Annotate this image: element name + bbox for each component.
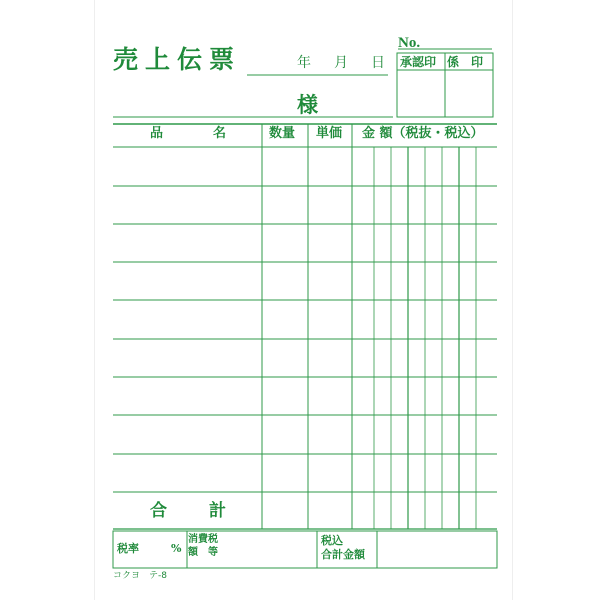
form-title: 売上伝票 [113, 45, 242, 74]
manufacturer-code: コクヨ テ-8 [113, 571, 167, 581]
date-year-label: 年 [297, 55, 311, 71]
consumption-tax-label-line1: 消費税 [188, 534, 218, 545]
column-item-name-part1: 品 [150, 126, 164, 141]
consumption-tax-label-line2: 額 等 [188, 547, 218, 558]
tax-rate-label: 税率 [117, 542, 139, 555]
staff-seal-label: 係 印 [447, 55, 484, 69]
total-label-part2: 計 [209, 501, 228, 521]
column-unit-price: 単価 [316, 126, 343, 141]
customer-honorific: 様 [297, 92, 318, 117]
tax-included-label-line2: 合計金額 [321, 548, 365, 561]
tax-rate-percent: % [171, 542, 182, 555]
column-quantity: 数量 [269, 126, 296, 141]
tax-included-label-line1: 税込 [321, 534, 343, 547]
date-month-label: 月 [334, 55, 348, 71]
approval-seal-label: 承認印 [400, 55, 437, 69]
date-day-label: 日 [371, 55, 385, 71]
column-amount: 金 額（税抜・税込） [362, 126, 484, 141]
slip-number-label: No. [398, 35, 421, 51]
column-item-name-part2: 名 [213, 126, 227, 141]
total-label-part1: 合 [150, 501, 169, 521]
